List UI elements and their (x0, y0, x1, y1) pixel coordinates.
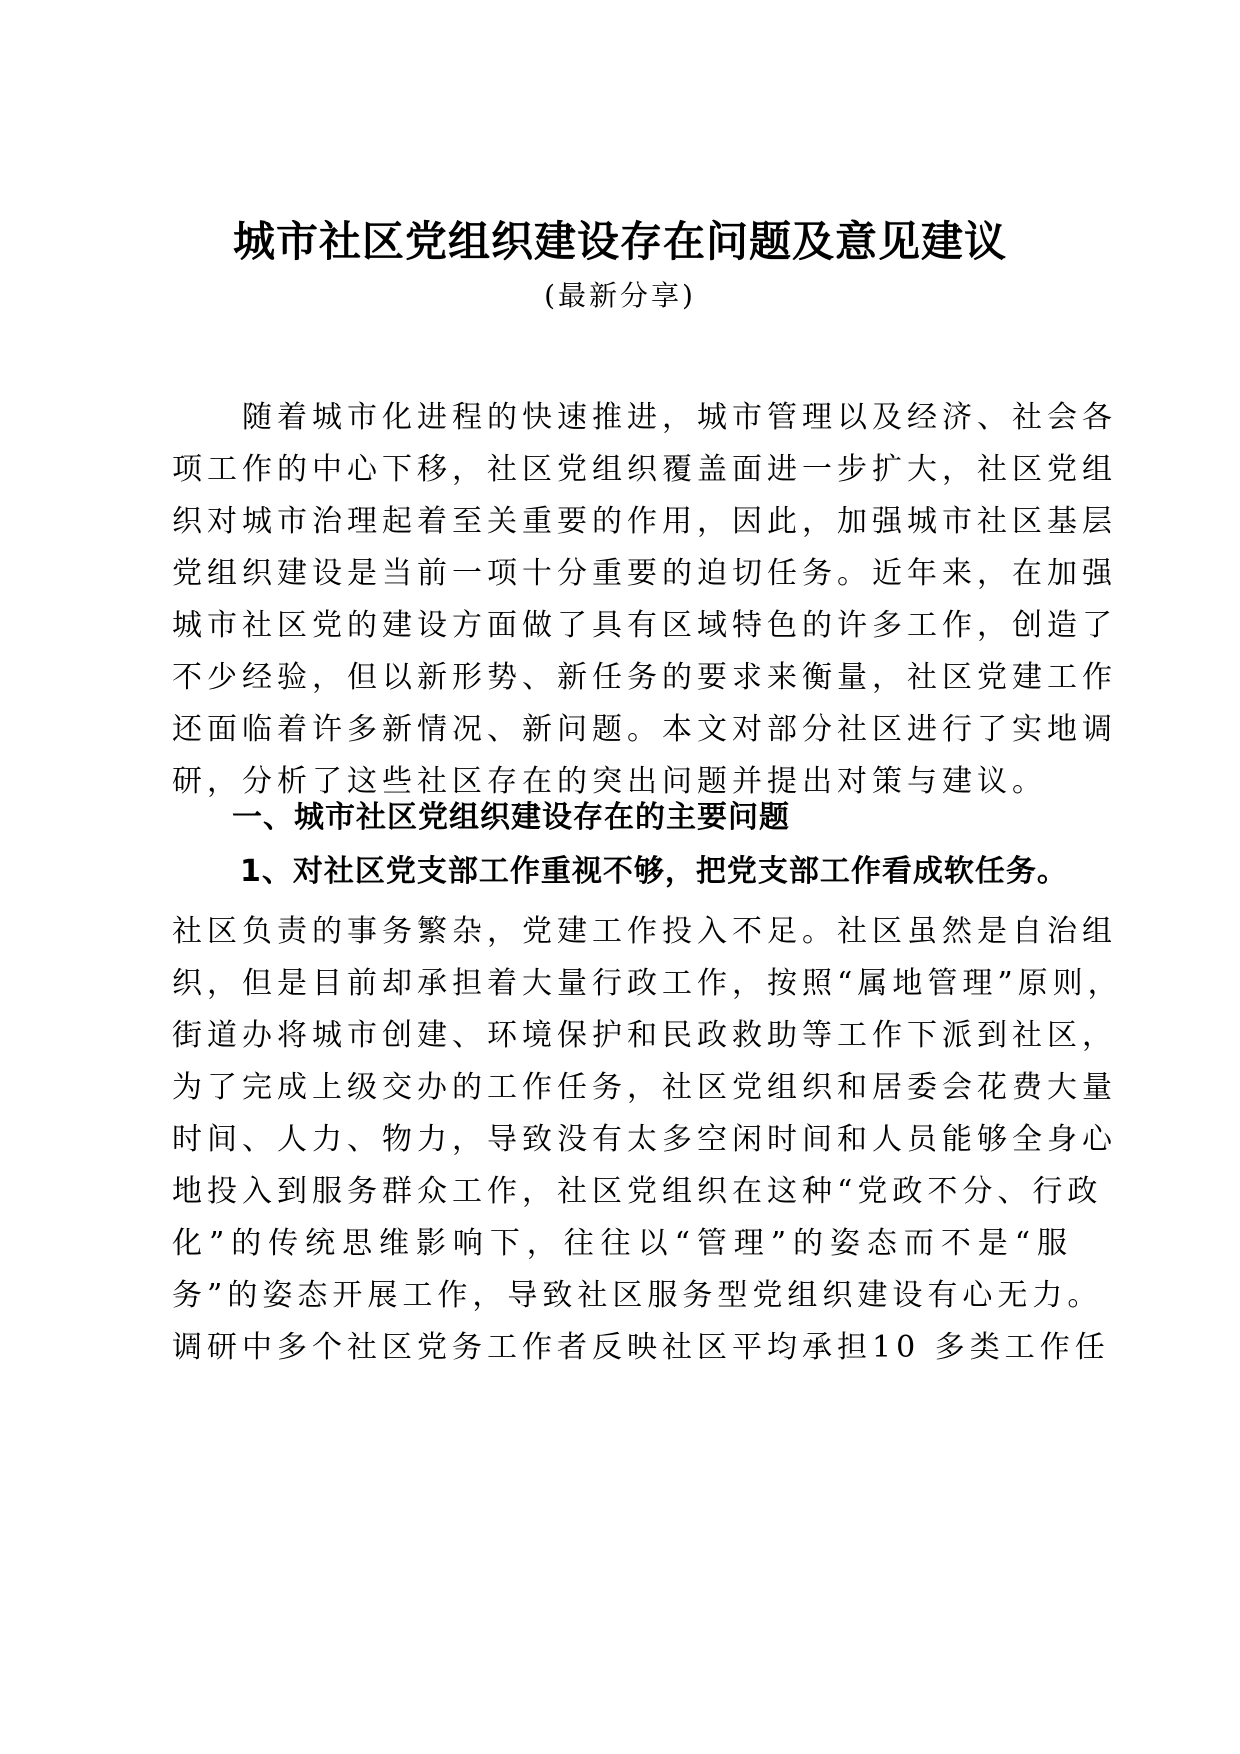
intro-paragraph (172, 392, 1117, 808)
paragraph-line: 还面临着许多新情况、新问题。本文对部分社区进行了实地调 (172, 712, 1117, 747)
document-subtitle: (最新分享) (544, 279, 696, 312)
paragraph-line: 城市社区党的建设方面做了具有区域特色的许多工作，创造了 (172, 608, 1117, 643)
paragraph-line: 务”的姿态开展工作，导致社区服务型党组织建设有心无力。 (172, 1278, 1103, 1313)
paragraph-line: 地投入到服务群众工作，社区党组织在这种“党政不分、行政 (172, 1174, 1103, 1209)
paragraph-line: 为了完成上级交办的工作任务，社区党组织和居委会花费大量 (172, 1070, 1117, 1105)
paragraph-line: 织，但是目前却承担着大量行政工作，按照“属地管理”原则， (172, 966, 1123, 1001)
section-heading: 一、城市社区党组织建设存在的主要问题 (232, 800, 790, 835)
paragraph-line: 党组织建设是当前一项十分重要的迫切任务。近年来，在加强 (172, 556, 1117, 591)
paragraph-line: 随着城市化进程的快速推进，城市管理以及经济、社会各 (172, 400, 1117, 435)
paragraph-line: 时间、人力、物力，导致没有太多空闲时间和人员能够全身心 (172, 1122, 1117, 1157)
paragraph-line: 社区负责的事务繁杂，党建工作投入不足。社区虽然是自治组 (172, 914, 1117, 949)
paragraph-line: 项工作的中心下移，社区党组织覆盖面进一步扩大，社区党组 (172, 452, 1117, 487)
paragraph-line: 不少经验，但以新形势、新任务的要求来衡量，社区党建工作 (172, 660, 1117, 695)
paragraph-line: 调研中多个社区党务工作者反映社区平均承担10 多类工作任 (172, 1330, 1110, 1365)
paragraph-line: 研，分析了这些社区存在的突出问题并提出对策与建议。 (172, 764, 1047, 799)
subsection-heading: 1、对社区党支部工作重视不够，把党支部工作看成软任务。 (240, 854, 1068, 889)
document-title: 城市社区党组织建设存在问题及意见建议 (232, 217, 1007, 266)
paragraph-line: 织对城市治理起着至关重要的作用，因此，加强城市社区基层 (172, 504, 1117, 539)
body-paragraph (172, 906, 1123, 1374)
paragraph-line: 化”的传统思维影响下，往往以“管理”的姿态而不是“服 (172, 1226, 1072, 1261)
paragraph-line: 街道办将城市创建、环境保护和民政救助等工作下派到社区， (172, 1018, 1117, 1053)
